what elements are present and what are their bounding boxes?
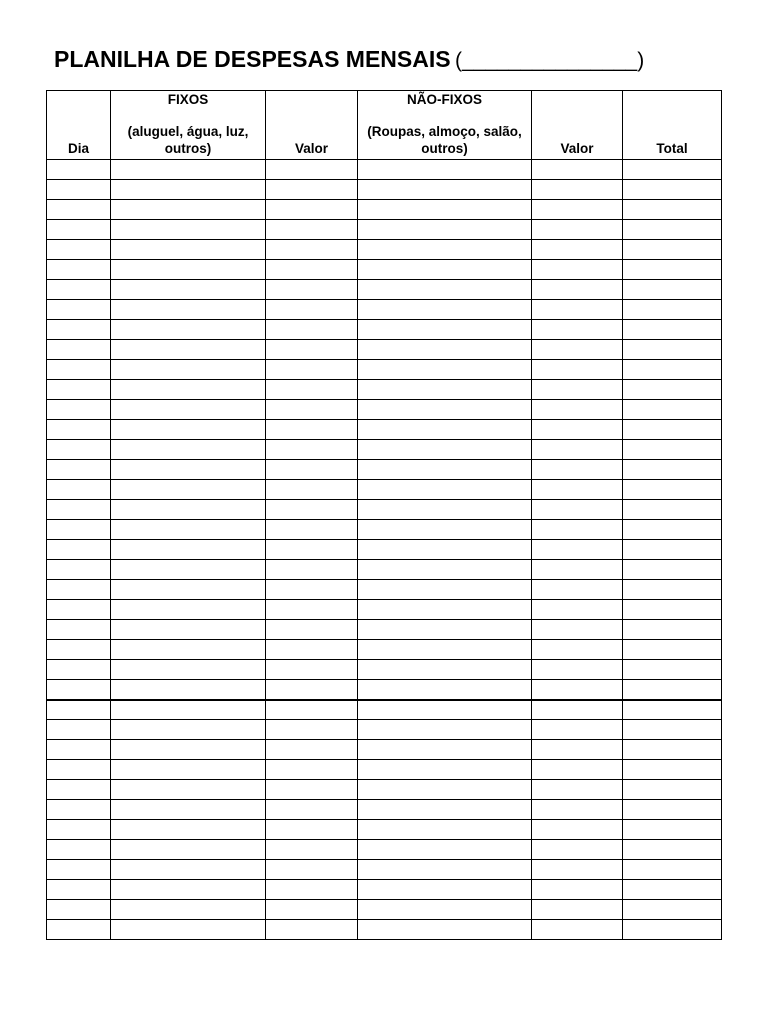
table-row xyxy=(47,300,722,320)
cell-valor-fixos[interactable] xyxy=(266,440,358,460)
cell-nao-fixos[interactable] xyxy=(358,280,532,300)
cell-dia[interactable] xyxy=(47,920,111,940)
cell-fixos[interactable] xyxy=(111,220,266,240)
page-title xyxy=(54,44,644,78)
cell-valor-nao-fixos[interactable] xyxy=(532,540,623,560)
cell-fixos[interactable] xyxy=(111,260,266,280)
cell-fixos[interactable] xyxy=(111,800,266,820)
cell-valor-fixos[interactable] xyxy=(266,600,358,620)
header-dia: Dia xyxy=(47,91,111,160)
cell-valor-nao-fixos[interactable] xyxy=(532,320,623,340)
cell-nao-fixos[interactable] xyxy=(358,480,532,500)
cell-fixos[interactable] xyxy=(111,280,266,300)
cell-total[interactable] xyxy=(623,600,722,620)
cell-dia[interactable] xyxy=(47,440,111,460)
cell-valor-fixos[interactable] xyxy=(266,860,358,880)
cell-valor-nao-fixos[interactable] xyxy=(532,340,623,360)
cell-valor-fixos[interactable] xyxy=(266,220,358,240)
cell-dia[interactable] xyxy=(47,360,111,380)
cell-valor-fixos[interactable] xyxy=(266,640,358,660)
cell-total[interactable] xyxy=(623,560,722,580)
cell-valor-fixos[interactable] xyxy=(266,680,358,700)
cell-dia[interactable] xyxy=(47,320,111,340)
header-fixos-sub: (aluguel, água, luz, outros) xyxy=(127,124,249,156)
table-row xyxy=(47,200,722,220)
cell-valor-nao-fixos[interactable] xyxy=(532,260,623,280)
cell-nao-fixos[interactable] xyxy=(358,400,532,420)
cell-total[interactable] xyxy=(623,240,722,260)
cell-nao-fixos[interactable] xyxy=(358,580,532,600)
table-row xyxy=(47,840,722,860)
cell-fixos[interactable] xyxy=(111,240,266,260)
table-row xyxy=(47,340,722,360)
cell-valor-nao-fixos[interactable] xyxy=(532,280,623,300)
cell-nao-fixos[interactable] xyxy=(358,260,532,280)
table-row xyxy=(47,220,722,240)
cell-valor-nao-fixos[interactable] xyxy=(532,520,623,540)
header-valor-nao-fixos: Valor xyxy=(532,91,623,160)
cell-nao-fixos[interactable] xyxy=(358,460,532,480)
table-row xyxy=(47,320,722,340)
cell-valor-fixos[interactable] xyxy=(266,380,358,400)
cell-valor-nao-fixos[interactable] xyxy=(532,420,623,440)
cell-valor-fixos[interactable] xyxy=(266,500,358,520)
cell-fixos[interactable] xyxy=(111,720,266,740)
cell-valor-nao-fixos[interactable] xyxy=(532,660,623,680)
header-fixos xyxy=(111,91,266,160)
table-row xyxy=(47,500,722,520)
cell-nao-fixos[interactable] xyxy=(358,320,532,340)
cell-dia[interactable] xyxy=(47,880,111,900)
cell-valor-fixos[interactable] xyxy=(266,660,358,680)
table-row xyxy=(47,160,722,180)
cell-nao-fixos[interactable] xyxy=(358,900,532,920)
cell-fixos[interactable] xyxy=(111,780,266,800)
header-nao-fixos-sub: (Roupas, almoço, salão, outros) xyxy=(367,124,522,156)
cell-dia[interactable] xyxy=(47,460,111,480)
cell-total[interactable] xyxy=(623,320,722,340)
cell-total[interactable] xyxy=(623,620,722,640)
table-row xyxy=(47,420,722,440)
cell-fixos[interactable] xyxy=(111,580,266,600)
cell-nao-fixos[interactable] xyxy=(358,300,532,320)
cell-nao-fixos[interactable] xyxy=(358,540,532,560)
cell-dia[interactable] xyxy=(47,520,111,540)
table-row xyxy=(47,180,722,200)
cell-total[interactable] xyxy=(623,860,722,880)
table-row xyxy=(47,400,722,420)
cell-nao-fixos[interactable] xyxy=(358,520,532,540)
cell-valor-nao-fixos[interactable] xyxy=(532,240,623,260)
cell-dia[interactable] xyxy=(47,240,111,260)
cell-fixos[interactable] xyxy=(111,460,266,480)
cell-dia[interactable] xyxy=(47,840,111,860)
cell-dia[interactable] xyxy=(47,820,111,840)
cell-fixos[interactable] xyxy=(111,740,266,760)
cell-nao-fixos[interactable] xyxy=(358,200,532,220)
cell-fixos[interactable] xyxy=(111,480,266,500)
cell-dia[interactable] xyxy=(47,860,111,880)
cell-valor-fixos[interactable] xyxy=(266,920,358,940)
cell-valor-nao-fixos[interactable] xyxy=(532,300,623,320)
table-row xyxy=(47,820,722,840)
cell-valor-fixos[interactable] xyxy=(266,160,358,180)
table-row xyxy=(47,600,722,620)
cell-total[interactable] xyxy=(623,800,722,820)
cell-dia[interactable] xyxy=(47,620,111,640)
expense-table xyxy=(46,90,722,940)
cell-valor-nao-fixos[interactable] xyxy=(532,840,623,860)
cell-nao-fixos[interactable] xyxy=(358,160,532,180)
cell-valor-fixos[interactable] xyxy=(266,800,358,820)
cell-valor-nao-fixos[interactable] xyxy=(532,640,623,660)
cell-valor-fixos[interactable] xyxy=(266,540,358,560)
cell-valor-nao-fixos[interactable] xyxy=(532,880,623,900)
cell-total[interactable] xyxy=(623,420,722,440)
cell-nao-fixos[interactable] xyxy=(358,860,532,880)
cell-total[interactable] xyxy=(623,360,722,380)
cell-dia[interactable] xyxy=(47,660,111,680)
cell-valor-fixos[interactable] xyxy=(266,780,358,800)
cell-valor-fixos[interactable] xyxy=(266,520,358,540)
cell-dia[interactable] xyxy=(47,720,111,740)
cell-dia[interactable] xyxy=(47,400,111,420)
cell-valor-fixos[interactable] xyxy=(266,360,358,380)
cell-nao-fixos[interactable] xyxy=(358,740,532,760)
cell-total[interactable] xyxy=(623,300,722,320)
table-row xyxy=(47,920,722,940)
cell-valor-fixos[interactable] xyxy=(266,700,358,720)
cell-fixos[interactable] xyxy=(111,560,266,580)
cell-total[interactable] xyxy=(623,920,722,940)
cell-valor-nao-fixos[interactable] xyxy=(532,460,623,480)
cell-fixos[interactable] xyxy=(111,660,266,680)
cell-total[interactable] xyxy=(623,520,722,540)
header-row xyxy=(47,91,722,160)
table-row xyxy=(47,580,722,600)
table-body xyxy=(47,160,722,940)
cell-dia[interactable] xyxy=(47,180,111,200)
cell-fixos[interactable] xyxy=(111,520,266,540)
cell-total[interactable] xyxy=(623,480,722,500)
table-row xyxy=(47,260,722,280)
cell-valor-nao-fixos[interactable] xyxy=(532,740,623,760)
cell-nao-fixos[interactable] xyxy=(358,920,532,940)
table-row xyxy=(47,700,722,720)
cell-valor-nao-fixos[interactable] xyxy=(532,820,623,840)
table-row xyxy=(47,660,722,680)
table-row xyxy=(47,880,722,900)
cell-valor-fixos[interactable] xyxy=(266,280,358,300)
cell-total[interactable] xyxy=(623,660,722,680)
cell-fixos[interactable] xyxy=(111,900,266,920)
cell-total[interactable] xyxy=(623,640,722,660)
cell-fixos[interactable] xyxy=(111,840,266,860)
cell-total[interactable] xyxy=(623,180,722,200)
cell-fixos[interactable] xyxy=(111,380,266,400)
table-row xyxy=(47,760,722,780)
header-total: Total xyxy=(623,91,722,160)
cell-nao-fixos[interactable] xyxy=(358,220,532,240)
table-row xyxy=(47,900,722,920)
cell-nao-fixos[interactable] xyxy=(358,420,532,440)
cell-fixos[interactable] xyxy=(111,160,266,180)
cell-nao-fixos[interactable] xyxy=(358,820,532,840)
cell-nao-fixos[interactable] xyxy=(358,780,532,800)
cell-total[interactable] xyxy=(623,680,722,700)
cell-total[interactable] xyxy=(623,340,722,360)
cell-dia[interactable] xyxy=(47,900,111,920)
cell-valor-fixos[interactable] xyxy=(266,420,358,440)
cell-valor-nao-fixos[interactable] xyxy=(532,760,623,780)
cell-dia[interactable] xyxy=(47,220,111,240)
cell-nao-fixos[interactable] xyxy=(358,360,532,380)
cell-valor-fixos[interactable] xyxy=(266,760,358,780)
cell-nao-fixos[interactable] xyxy=(358,340,532,360)
title-text: PLANILHA DE DESPESAS MENSAIS xyxy=(54,46,451,72)
table-row xyxy=(47,680,722,700)
cell-fixos[interactable] xyxy=(111,860,266,880)
table-row xyxy=(47,740,722,760)
cell-fixos[interactable] xyxy=(111,320,266,340)
cell-total[interactable] xyxy=(623,500,722,520)
cell-total[interactable] xyxy=(623,820,722,840)
table-row xyxy=(47,480,722,500)
table-row xyxy=(47,620,722,640)
cell-total[interactable] xyxy=(623,200,722,220)
cell-fixos[interactable] xyxy=(111,680,266,700)
cell-total[interactable] xyxy=(623,280,722,300)
cell-total[interactable] xyxy=(623,720,722,740)
table-row xyxy=(47,380,722,400)
cell-valor-fixos[interactable] xyxy=(266,840,358,860)
cell-total[interactable] xyxy=(623,900,722,920)
cell-valor-nao-fixos[interactable] xyxy=(532,480,623,500)
cell-valor-nao-fixos[interactable] xyxy=(532,720,623,740)
cell-fixos[interactable] xyxy=(111,500,266,520)
cell-fixos[interactable] xyxy=(111,620,266,640)
cell-dia[interactable] xyxy=(47,500,111,520)
cell-total[interactable] xyxy=(623,220,722,240)
cell-total[interactable] xyxy=(623,540,722,560)
cell-valor-fixos[interactable] xyxy=(266,740,358,760)
cell-dia[interactable] xyxy=(47,340,111,360)
cell-fixos[interactable] xyxy=(111,920,266,940)
cell-valor-nao-fixos[interactable] xyxy=(532,180,623,200)
cell-valor-fixos[interactable] xyxy=(266,580,358,600)
cell-fixos[interactable] xyxy=(111,400,266,420)
cell-valor-nao-fixos[interactable] xyxy=(532,900,623,920)
cell-valor-nao-fixos[interactable] xyxy=(532,600,623,620)
cell-fixos[interactable] xyxy=(111,820,266,840)
cell-valor-nao-fixos[interactable] xyxy=(532,500,623,520)
cell-valor-nao-fixos[interactable] xyxy=(532,680,623,700)
table-row xyxy=(47,520,722,540)
cell-nao-fixos[interactable] xyxy=(358,180,532,200)
cell-dia[interactable] xyxy=(47,420,111,440)
cell-valor-nao-fixos[interactable] xyxy=(532,360,623,380)
cell-valor-fixos[interactable] xyxy=(266,340,358,360)
cell-dia[interactable] xyxy=(47,540,111,560)
cell-total[interactable] xyxy=(623,740,722,760)
cell-valor-fixos[interactable] xyxy=(266,460,358,480)
cell-total[interactable] xyxy=(623,440,722,460)
cell-fixos[interactable] xyxy=(111,360,266,380)
cell-valor-nao-fixos[interactable] xyxy=(532,560,623,580)
cell-nao-fixos[interactable] xyxy=(358,760,532,780)
cell-total[interactable] xyxy=(623,160,722,180)
cell-dia[interactable] xyxy=(47,380,111,400)
cell-nao-fixos[interactable] xyxy=(358,720,532,740)
table-row xyxy=(47,640,722,660)
cell-dia[interactable] xyxy=(47,280,111,300)
cell-fixos[interactable] xyxy=(111,640,266,660)
table-row xyxy=(47,460,722,480)
cell-fixos[interactable] xyxy=(111,760,266,780)
cell-total[interactable] xyxy=(623,840,722,860)
cell-nao-fixos[interactable] xyxy=(358,240,532,260)
cell-dia[interactable] xyxy=(47,300,111,320)
cell-total[interactable] xyxy=(623,760,722,780)
cell-valor-fixos[interactable] xyxy=(266,240,358,260)
cell-fixos[interactable] xyxy=(111,180,266,200)
cell-valor-nao-fixos[interactable] xyxy=(532,580,623,600)
cell-valor-nao-fixos[interactable] xyxy=(532,920,623,940)
cell-valor-fixos[interactable] xyxy=(266,820,358,840)
table-row xyxy=(47,540,722,560)
cell-nao-fixos[interactable] xyxy=(358,620,532,640)
cell-valor-nao-fixos[interactable] xyxy=(532,400,623,420)
header-nao-fixos-title: NÃO-FIXOS xyxy=(406,92,482,107)
cell-dia[interactable] xyxy=(47,800,111,820)
cell-valor-fixos[interactable] xyxy=(266,560,358,580)
cell-dia[interactable] xyxy=(47,260,111,280)
cell-valor-fixos[interactable] xyxy=(266,880,358,900)
cell-valor-fixos[interactable] xyxy=(266,180,358,200)
cell-valor-nao-fixos[interactable] xyxy=(532,220,623,240)
cell-total[interactable] xyxy=(623,580,722,600)
cell-total[interactable] xyxy=(623,260,722,280)
table-row xyxy=(47,280,722,300)
cell-total[interactable] xyxy=(623,380,722,400)
cell-fixos[interactable] xyxy=(111,700,266,720)
cell-dia[interactable] xyxy=(47,740,111,760)
cell-dia[interactable] xyxy=(47,160,111,180)
cell-fixos[interactable] xyxy=(111,440,266,460)
cell-valor-fixos[interactable] xyxy=(266,400,358,420)
table-row xyxy=(47,780,722,800)
cell-valor-fixos[interactable] xyxy=(266,200,358,220)
cell-valor-nao-fixos[interactable] xyxy=(532,200,623,220)
header-valor-fixos: Valor xyxy=(266,91,358,160)
cell-dia[interactable] xyxy=(47,700,111,720)
cell-fixos[interactable] xyxy=(111,340,266,360)
cell-dia[interactable] xyxy=(47,200,111,220)
table-row xyxy=(47,800,722,820)
cell-fixos[interactable] xyxy=(111,420,266,440)
cell-dia[interactable] xyxy=(47,640,111,660)
cell-valor-fixos[interactable] xyxy=(266,480,358,500)
cell-nao-fixos[interactable] xyxy=(358,840,532,860)
table-row xyxy=(47,720,722,740)
cell-valor-nao-fixos[interactable] xyxy=(532,380,623,400)
cell-valor-fixos[interactable] xyxy=(266,900,358,920)
cell-dia[interactable] xyxy=(47,680,111,700)
cell-valor-nao-fixos[interactable] xyxy=(532,800,623,820)
cell-valor-nao-fixos[interactable] xyxy=(532,860,623,880)
cell-total[interactable] xyxy=(623,880,722,900)
cell-dia[interactable] xyxy=(47,760,111,780)
table-row xyxy=(47,440,722,460)
cell-valor-fixos[interactable] xyxy=(266,320,358,340)
cell-valor-nao-fixos[interactable] xyxy=(532,780,623,800)
cell-valor-nao-fixos[interactable] xyxy=(532,160,623,180)
cell-total[interactable] xyxy=(623,700,722,720)
cell-fixos[interactable] xyxy=(111,880,266,900)
cell-dia[interactable] xyxy=(47,560,111,580)
cell-dia[interactable] xyxy=(47,580,111,600)
cell-fixos[interactable] xyxy=(111,300,266,320)
cell-valor-fixos[interactable] xyxy=(266,620,358,640)
cell-total[interactable] xyxy=(623,400,722,420)
cell-nao-fixos[interactable] xyxy=(358,700,532,720)
header-fixos-title: FIXOS xyxy=(167,92,209,107)
cell-valor-fixos[interactable] xyxy=(266,720,358,740)
table-row xyxy=(47,360,722,380)
cell-nao-fixos[interactable] xyxy=(358,440,532,460)
cell-valor-fixos[interactable] xyxy=(266,300,358,320)
cell-nao-fixos[interactable] xyxy=(358,880,532,900)
cell-dia[interactable] xyxy=(47,600,111,620)
cell-valor-fixos[interactable] xyxy=(266,260,358,280)
cell-dia[interactable] xyxy=(47,780,111,800)
table-row xyxy=(47,560,722,580)
cell-dia[interactable] xyxy=(47,480,111,500)
cell-valor-nao-fixos[interactable] xyxy=(532,440,623,460)
month-blank: (_______________) xyxy=(455,49,645,72)
cell-fixos[interactable] xyxy=(111,600,266,620)
cell-nao-fixos[interactable] xyxy=(358,680,532,700)
cell-nao-fixos[interactable] xyxy=(358,600,532,620)
cell-nao-fixos[interactable] xyxy=(358,560,532,580)
cell-nao-fixos[interactable] xyxy=(358,500,532,520)
cell-nao-fixos[interactable] xyxy=(358,380,532,400)
cell-nao-fixos[interactable] xyxy=(358,800,532,820)
header-nao-fixos xyxy=(358,91,532,160)
cell-valor-nao-fixos[interactable] xyxy=(532,620,623,640)
cell-valor-nao-fixos[interactable] xyxy=(532,700,623,720)
cell-fixos[interactable] xyxy=(111,540,266,560)
cell-total[interactable] xyxy=(623,780,722,800)
cell-total[interactable] xyxy=(623,460,722,480)
table-row xyxy=(47,240,722,260)
cell-nao-fixos[interactable] xyxy=(358,660,532,680)
cell-nao-fixos[interactable] xyxy=(358,640,532,660)
cell-fixos[interactable] xyxy=(111,200,266,220)
table-row xyxy=(47,860,722,880)
